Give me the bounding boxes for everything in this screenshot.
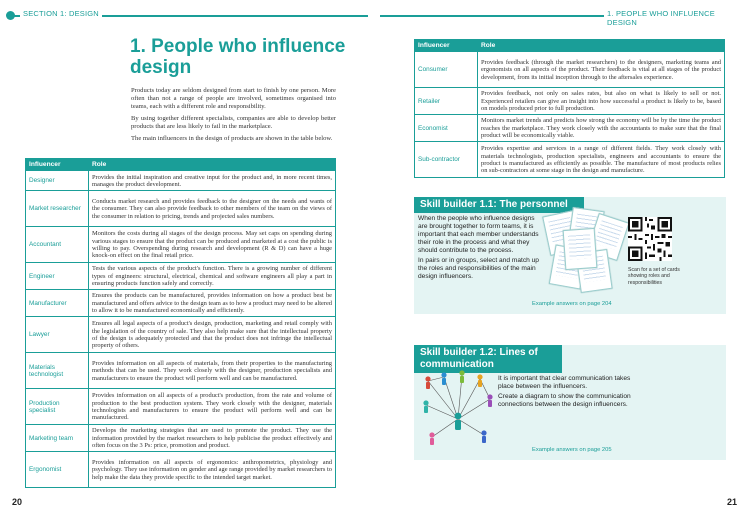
table-row	[415, 52, 725, 88]
table-row	[26, 353, 336, 389]
qr-code-icon[interactable]	[628, 217, 672, 261]
influencer-cell: Manufacturer	[26, 290, 89, 317]
table-row	[26, 191, 336, 227]
influencer-cell: Accountant	[26, 227, 89, 263]
table-row	[26, 227, 336, 263]
example-answers-link[interactable]: Example answers on page 204	[532, 301, 612, 307]
header-dot-left	[6, 11, 15, 20]
skill-builder-personnel	[414, 197, 726, 314]
role-card	[563, 228, 598, 270]
influencer-cell: Engineer	[26, 263, 89, 290]
role-cell: Provides feedback, not only on sales rates, but also on what is likely to sell or not. Experienced retailers can give an insight into how successful a product is likely to be, based on models produced prior to full production.	[478, 88, 725, 115]
role-cell: Provides expertise and services in a range of different fields. They work closely with materials technologists, production specialists, engineers and accountants to ensure the product is manufactured as efficiently as possible. The manufacture of most products relies on sub-contractors at some stage in the design and manufacture.	[478, 142, 725, 178]
section-label: SECTION 1: DESIGN	[20, 9, 102, 18]
influencer-cell: Economist	[415, 115, 478, 142]
influencer-cell: Sub-contractor	[415, 142, 478, 178]
column-header-influencer: Influencer	[26, 159, 89, 171]
influencer-cell: Materials technologist	[26, 353, 89, 389]
skill-builder-communication	[414, 345, 726, 460]
page-title: 1. People who influence design	[130, 36, 346, 78]
role-cell: Provides feedback (through the market researchers) to the designers, marketing teams and ergonomists on all aspects of the product. Their feedback is vital at all stages of the product development, from its initial inception through to the aftersales experience.	[478, 52, 725, 88]
column-header-influencer: Influencer	[415, 40, 478, 52]
role-cell: Provides information on all aspects of materials, from their properties to the manufacturing methods that can be used. They work closely with the designer, production specialists and manufacturers to ensure the product will perform well and can be manufactured.	[89, 353, 336, 389]
page-number-right: 21	[727, 497, 738, 507]
role-cell: Provides information on all aspects of a product's production, from the rate and volume of production to the best production system. They work closely with the designer, materials technologists and manufacturers to ensure the product will perform well and can be manufactured.	[89, 389, 336, 425]
skill-builder-paragraph: It is important that clear communication takes place between the influencers.	[498, 375, 631, 390]
skill-builder-paragraph: Create a diagram to show the communication connections between the design influencers.	[498, 393, 631, 408]
role-cell: Provides information on all aspects of ergonomics: anthropometrics, physiology and psychology. They use information on gender and age range provided by market researchers to help make the data they provide specific to the intended target market.	[89, 452, 336, 488]
influencer-cell: Production specialist	[26, 389, 89, 425]
influencer-table-right	[414, 39, 725, 178]
influencer-table-left	[25, 158, 336, 488]
table-row	[415, 115, 725, 142]
chapter-label: 1. PEOPLE WHO INFLUENCE DESIGN	[604, 9, 750, 27]
table-header	[26, 159, 336, 171]
table-row	[26, 389, 336, 425]
influencer-cell: Market researcher	[26, 191, 89, 227]
skill-builder-paragraph: In pairs or in groups, select and match up the roles and responsibilities of the main design influencers.	[418, 257, 539, 280]
communication-network-image	[420, 369, 496, 449]
example-answers-link[interactable]: Example answers on page 205	[532, 447, 612, 453]
intro-paragraph: The main influencers in the design of products are shown in the table below.	[131, 135, 333, 142]
role-cell: Conducts market research and provides feedback to the designer on the needs and wants of the consumer. They can also provide feedback to other members of the team on the views of the consumer in relation to pricing, trends and projected sales numbers.	[89, 191, 336, 227]
table-row	[26, 263, 336, 290]
column-header-role: Role	[478, 40, 725, 52]
role-cell: Ensures all legal aspects of a product's design, production, marketing and retail comply with the legislation of the country of sale. They also help make sure that the intellectual property of the design is adequately protected and that the product does not infringe the intellectual property of others.	[89, 317, 336, 353]
skill-builder-text	[418, 215, 542, 283]
page-number-left: 20	[12, 497, 23, 507]
influencer-cell: Lawyer	[26, 317, 89, 353]
influencer-cell: Ergonomist	[26, 452, 89, 488]
role-cell: Develops the marketing strategies that are used to promote the product. They use the information provided by the market researchers to help publicise the product effectively and often focus on the 3 Ps: price, promotion and product.	[89, 425, 336, 452]
table-header	[415, 40, 725, 52]
table-row	[26, 317, 336, 353]
skill-builder-paragraph: When the people who influence designs are brought together to form teams, it is important that each member understands their role in the process and what they should contribute to the process.	[418, 215, 539, 254]
table-row	[415, 88, 725, 115]
column-header-role: Role	[89, 159, 336, 171]
influencer-cell: Designer	[26, 171, 89, 191]
role-cell: Monitors the costs during all stages of the design process. May set caps on spending during various stages to ensure that the product can be produced and marketed at a cost the public is willing to pay. Overspending during research and development (R & D) can have a huge knock-on effect on the final retail price.	[89, 227, 336, 263]
table-row	[415, 142, 725, 178]
table-row	[26, 452, 336, 488]
intro-paragraph: By using together different specialists, companies are able to develop better products that are less likely to fail in the marketplace.	[131, 115, 336, 130]
intro-text	[131, 87, 336, 147]
role-cell: Tests the various aspects of the product's function. There is a growing number of different types of engineers: structural, electrical, chemical and software engineers all play a part in ensuring products function safely and correctly.	[89, 263, 336, 290]
table-row	[26, 425, 336, 452]
role-cell: Provides the initial inspiration and creative input for the product and, in more recent times, manages the product development.	[89, 171, 336, 191]
table-row	[26, 171, 336, 191]
role-cell: Monitors market trends and predicts how strong the economy will be by the time the product reaches the marketplace. They work closely with the accountants to make sure that the final product will be economically viable.	[478, 115, 725, 142]
influencer-cell: Retailer	[415, 88, 478, 115]
table-row	[26, 290, 336, 317]
role-cards-image	[544, 207, 622, 295]
influencer-cell: Consumer	[415, 52, 478, 88]
skill-builder-text	[498, 375, 638, 411]
role-cell: Ensures the products can be manufactured, provides information on how a product best be manufactured and offers advice to the design team as to how a product may need to be altered to allow it to be manufactured economically and efficiently.	[89, 290, 336, 317]
skill-builder-title: Skill builder 1.2: Lines of communication	[414, 345, 562, 373]
qr-caption: Scan for a set of cards showing roles and responsibilities	[628, 267, 680, 286]
skill-builder-title: Skill builder 1.1: The personnel	[414, 197, 584, 213]
influencer-cell: Marketing team	[26, 425, 89, 452]
intro-paragraph: Products today are seldom designed from start to finish by one person. More often than not a range of people are involved, sometimes organised into teams, each with a different role and responsibility.	[131, 87, 336, 110]
